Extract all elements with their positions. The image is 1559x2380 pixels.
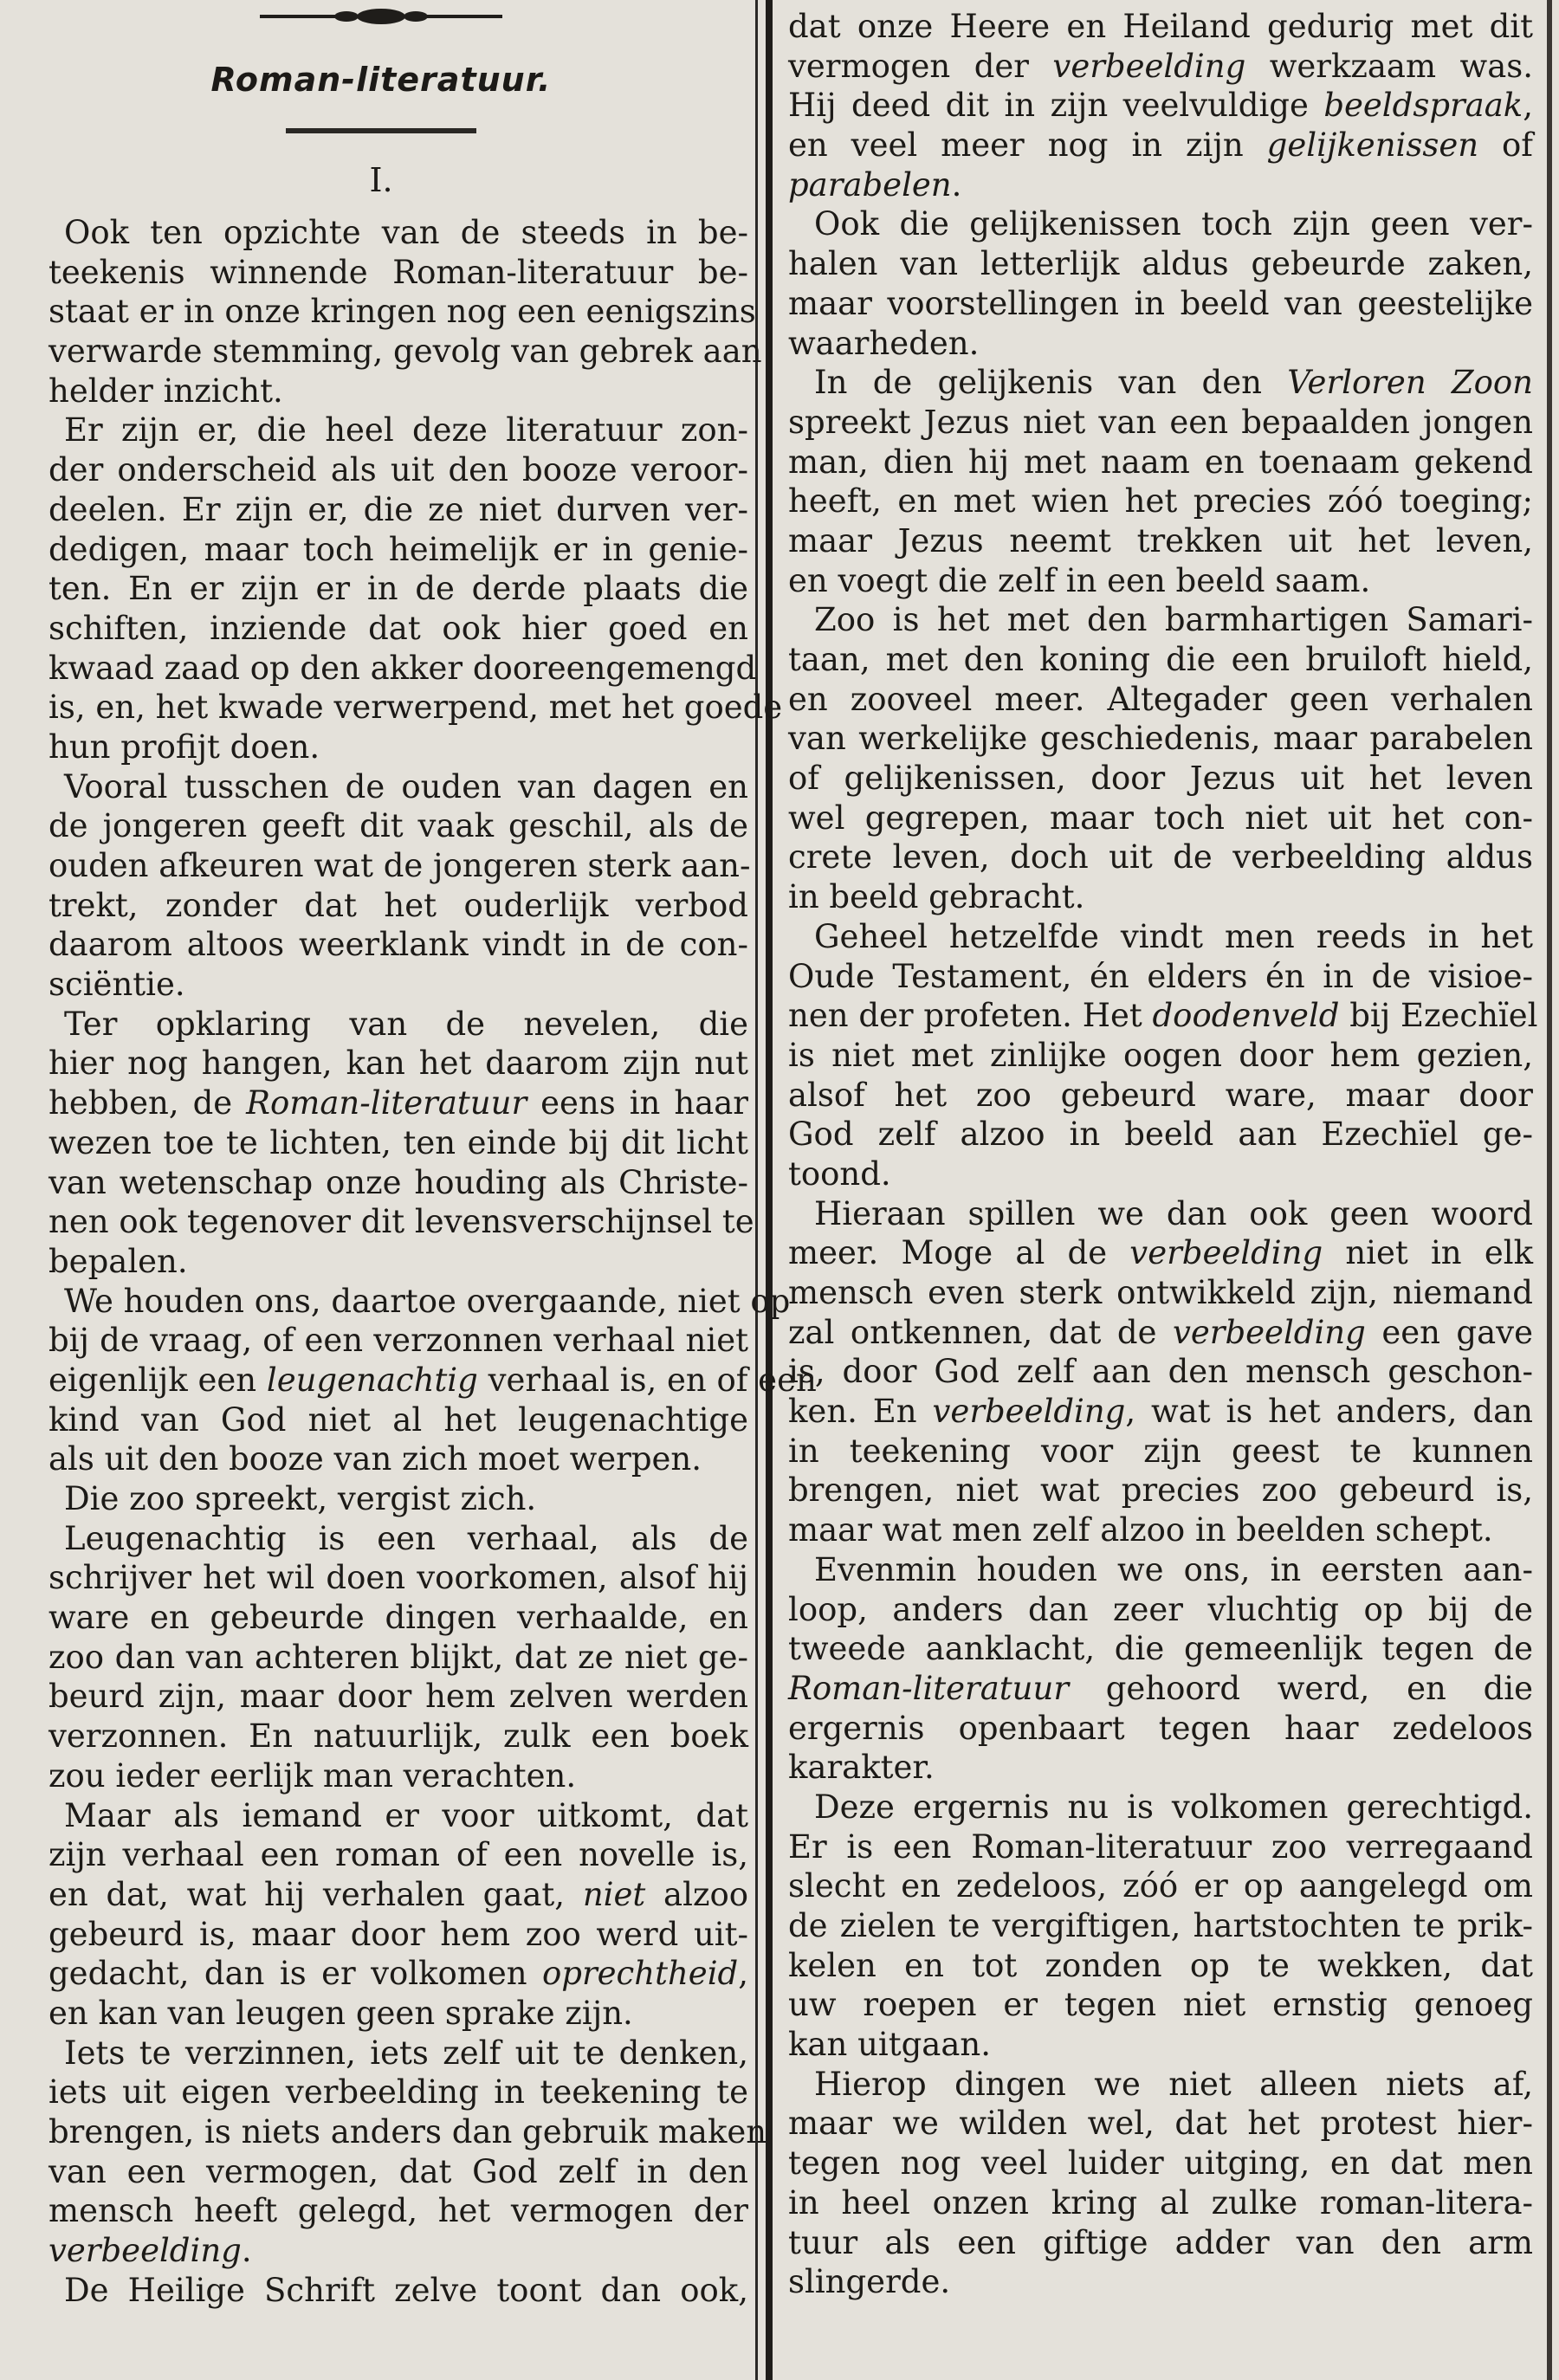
left-column-text [0,213,817,2310]
text-line: de jongeren geeft dit vaak geschil, als de [49,807,748,845]
text-line: We houden ons, daartoe overgaande, niet op [64,1282,791,1320]
text-line: In de gelijkenis van den Verloren Zoon [814,364,1533,402]
text-line: trekt, zonder dat het ouderlijk verbod [49,886,748,924]
text-line: eigenlijk een leugenachtig verhaal is, en of een [49,1361,817,1399]
text-line: nen der profeten. Het doodenveld bij Ezechïel [788,997,1538,1035]
text-line: God zelf alzoo in beeld aan Ezechïel ge- [788,1116,1533,1154]
text-line: sciëntie. [49,966,185,1004]
text-line: Geheel hetzelfde vindt men reeds in het [814,917,1533,955]
text-line: toond. [788,1154,891,1193]
text-line: der onderscheid als uit den booze veroor- [49,451,748,489]
text-line: Ook ten opzichte van de steeds in be- [64,214,748,251]
text-line: hier nog hangen, kan het daarom zijn nut [49,1044,748,1083]
text-line: wel gegrepen, maar toch niet uit het con- [788,799,1533,837]
text-line: maar voorstellingen in beeld van geestelijke [788,284,1533,322]
text-line: verbeelding. [49,2232,252,2270]
text-line: maar wat men zelf alzoo in beelden schept. [788,1511,1493,1549]
text-line: en voegt die zelf in een beeld saam. [788,561,1371,599]
text-line: waarheden. [788,324,980,362]
text-line: Iets te verzinnen, iets zelf uit te denken, [64,2034,748,2072]
text-line: als uit den booze van zich moet werpen. [49,1440,702,1478]
text-line: kan uitgaan. [788,2026,991,2064]
text-line: ten. En er zijn er in de derde plaats die [49,570,748,608]
text-line: Leugenachtig is een verhaal, als de [64,1519,748,1557]
text-line: spreekt Jezus niet van een bepaalden jongen [788,403,1533,441]
column-divider [766,0,773,2380]
text-line: ouden afkeuren wat de jongeren sterk aan- [49,847,751,884]
text-line: Roman-literatuur gehoord werd, en die [788,1669,1533,1707]
text-line: teekenis winnende Roman-literatuur be- [49,253,748,291]
text-line: karakter. [788,1749,935,1787]
text-line: Hierop dingen we niet alleen niets af, [814,2065,1533,2103]
text-line: ergernis openbaart tegen haar zedeloos [788,1709,1533,1747]
text-line: Deze ergernis nu is volkomen gerechtigd. [814,1788,1533,1826]
text-line: de zielen te vergiftigen, hartstochten te prik- [788,1907,1533,1944]
section-number: I. [369,161,393,199]
text-line: bij de vraag, of een verzonnen verhaal niet [49,1322,748,1360]
text-line: iets uit eigen verbeelding in teekening te [49,2073,748,2112]
text-line: helder inzicht. [49,372,283,410]
text-line: bepalen. [49,1242,188,1280]
text-line: in heel onzen kring al zulke roman-litera- [788,2183,1533,2222]
text-line: halen van letterlijk aldus gebeurde zaken, [788,245,1533,283]
text-line: man, dien hij met naam en toenaam gekend [788,443,1533,481]
text-line: zoo dan van achteren blijkt, dat ze niet ge- [49,1638,748,1676]
text-line: verwarde stemming, gevolg van gebrek aan [49,333,762,371]
text-line: maar Jezus neemt trekken uit het leven, [788,521,1533,559]
text-line: ken. En verbeelding, wat is het anders, dan [788,1393,1534,1431]
text-line: meer. Moge al de verbeelding niet in elk [788,1234,1533,1272]
text-line: tweede aanklacht, die gemeenlijk tegen de [788,1630,1533,1668]
text-line: kwaad zaad op den akker dooreengemengd [49,649,757,687]
text-line: en zooveel meer. Altegader geen verhalen [788,680,1533,718]
text-line: gebeurd is, maar door hem zoo werd uit- [49,1915,748,1953]
text-line: staat er in onze kringen nog een eenigszins [49,293,756,331]
text-line: Oude Testament, én elders én in de visioe- [788,957,1533,995]
text-line: is, en, het kwade verwerpend, met het goede [49,689,783,727]
text-line: verzonnen. En natuurlijk, zulk een boek [49,1717,748,1756]
text-line: daarom altoos weerklank vindt in de con- [49,926,748,964]
text-line: dedigen, maar toch heimelijk er in geniе- [49,530,748,568]
text-line: zou ieder eerlijk man verachten. [49,1756,577,1795]
text-line: zal ontkennen, dat de verbeelding een gave [788,1313,1533,1351]
text-line: nen ook tegenover dit levensverschijnsel te [49,1203,754,1241]
text-line: brengen, is niets anders dan gebruik maken [49,2113,767,2150]
text-line: beurd zijn, maar door hem zelven werden [49,1678,748,1716]
text-line: kelen en tot zonden op te wekken, dat [788,1946,1533,1984]
text-line: schiften, inziende dat ook hier goed en [49,609,748,647]
text-line: Er zijn er, die heel deze literatuur zon- [64,411,748,449]
text-line: Ook die gelijkenissen toch zijn geen ver- [814,205,1533,243]
right-column-text [780,7,1550,2302]
text-line: van wetenschap onze houding als Christe- [49,1163,748,1201]
text-line: vermogen der verbeelding werkzaam was. [788,47,1533,85]
text-line: Er is een Roman-literatuur zoo verregaand [788,1827,1533,1866]
text-line: Hieraan spillen we dan ook geen woord [814,1194,1533,1232]
text-line: van een vermogen, dat God zelf in den [49,2152,748,2190]
text-line: Ter opklaring van de nevelen, die [64,1005,748,1043]
text-line: is niet met zinlijke oogen door hem gezien, [788,1036,1533,1074]
text-line: ware en gebeurde dingen verhaalde, en [49,1599,748,1637]
text-line: crete leven, doch uit de verbeelding aldus [788,838,1533,876]
text-line: Zoo is het met den barmhartigen Samari- [814,601,1533,639]
text-line: is, door God zelf aan den mensch geschon- [788,1353,1533,1391]
text-line: van werkelijke geschiedenis, maar parabelen [788,720,1533,758]
text-line: en dat, wat hij verhalen gaat, niet alzoo [49,1875,748,1913]
text-line: Die zoo spreekt, vergist zich. [64,1480,537,1517]
text-line: Evenmin houden we ons, in eersten aan- [814,1550,1533,1588]
text-line: in teekening voor zijn geest te kunnen [788,1432,1533,1470]
text-line: of gelijkenissen, door Jezus uit het leven [788,760,1533,798]
text-line: Hij deed dit in zijn veelvuldige beeldspraak, [788,87,1533,125]
text-line: gedacht, dan is er volkomen oprechtheid, [49,1955,748,1993]
text-line: dat onze Heere en Heiland gedurig met dit [788,8,1533,45]
text-line: alsof het zoo gebeurd ware, maar door [788,1076,1533,1114]
text-line: deelen. Er zijn er, die ze niet durven ver- [49,490,748,528]
text-line: taan, met den koning die een bruiloft hield, [788,641,1533,678]
text-line: parabelen. [788,165,962,204]
text-line: brengen, niet wat precies zoo gebeurd is, [788,1471,1533,1510]
text-line: zijn verhaal een roman of een novelle is, [49,1836,748,1874]
header-ornament [260,5,502,28]
text-line: tuur als een giftige adder van den arm [788,2223,1533,2261]
article-title: Roman-literatuur. [210,61,552,99]
text-line: wezen toe te lichten, ten einde bij dit licht [49,1123,748,1161]
text-line: maar we wilden wel, dat het protest hier- [788,2105,1533,2143]
text-line: hun profijt doen. [49,728,320,766]
text-line: Maar als iemand er voor uitkomt, dat [64,1796,748,1834]
text-line: loop, anders dan zeer vluchtig op bij de [788,1590,1533,1628]
text-line: tegen nog veel luider uitging, en dat men [788,2144,1533,2183]
text-line: slecht en zedeloos, zóó er op aangelegd om [788,1867,1533,1905]
title-rule [286,128,476,133]
text-line: en veel meer nog in zijn gelijkenissen of [788,126,1533,165]
text-line: heeft, en met wien het precies zóó toeging; [788,482,1533,521]
text-line: mensch even sterk ontwikkeld zijn, niemand [788,1274,1533,1311]
text-line: mensch heeft gelegd, het vermogen der [49,2192,748,2230]
text-line: kind van God niet al het leugenachtige [49,1400,748,1439]
text-line: De Heilige Schrift zelve toont dan ook, [64,2271,748,2309]
text-line: schrijver het wil doen voorkomen, alsof hij [49,1559,748,1597]
text-line: Vooral tusschen de ouden van dagen en [64,767,748,805]
text-line: slingerde. [788,2263,951,2301]
text-line: hebben, de Roman-literatuur eens in haar [49,1084,748,1122]
text-line: en kan van leugen geen sprake zijn. [49,1994,633,2032]
right-column [780,0,1550,2380]
text-line: in beeld gebracht. [788,878,1085,916]
text-line: uw roepen er tegen niet ernstig genoeg [788,1986,1533,2024]
